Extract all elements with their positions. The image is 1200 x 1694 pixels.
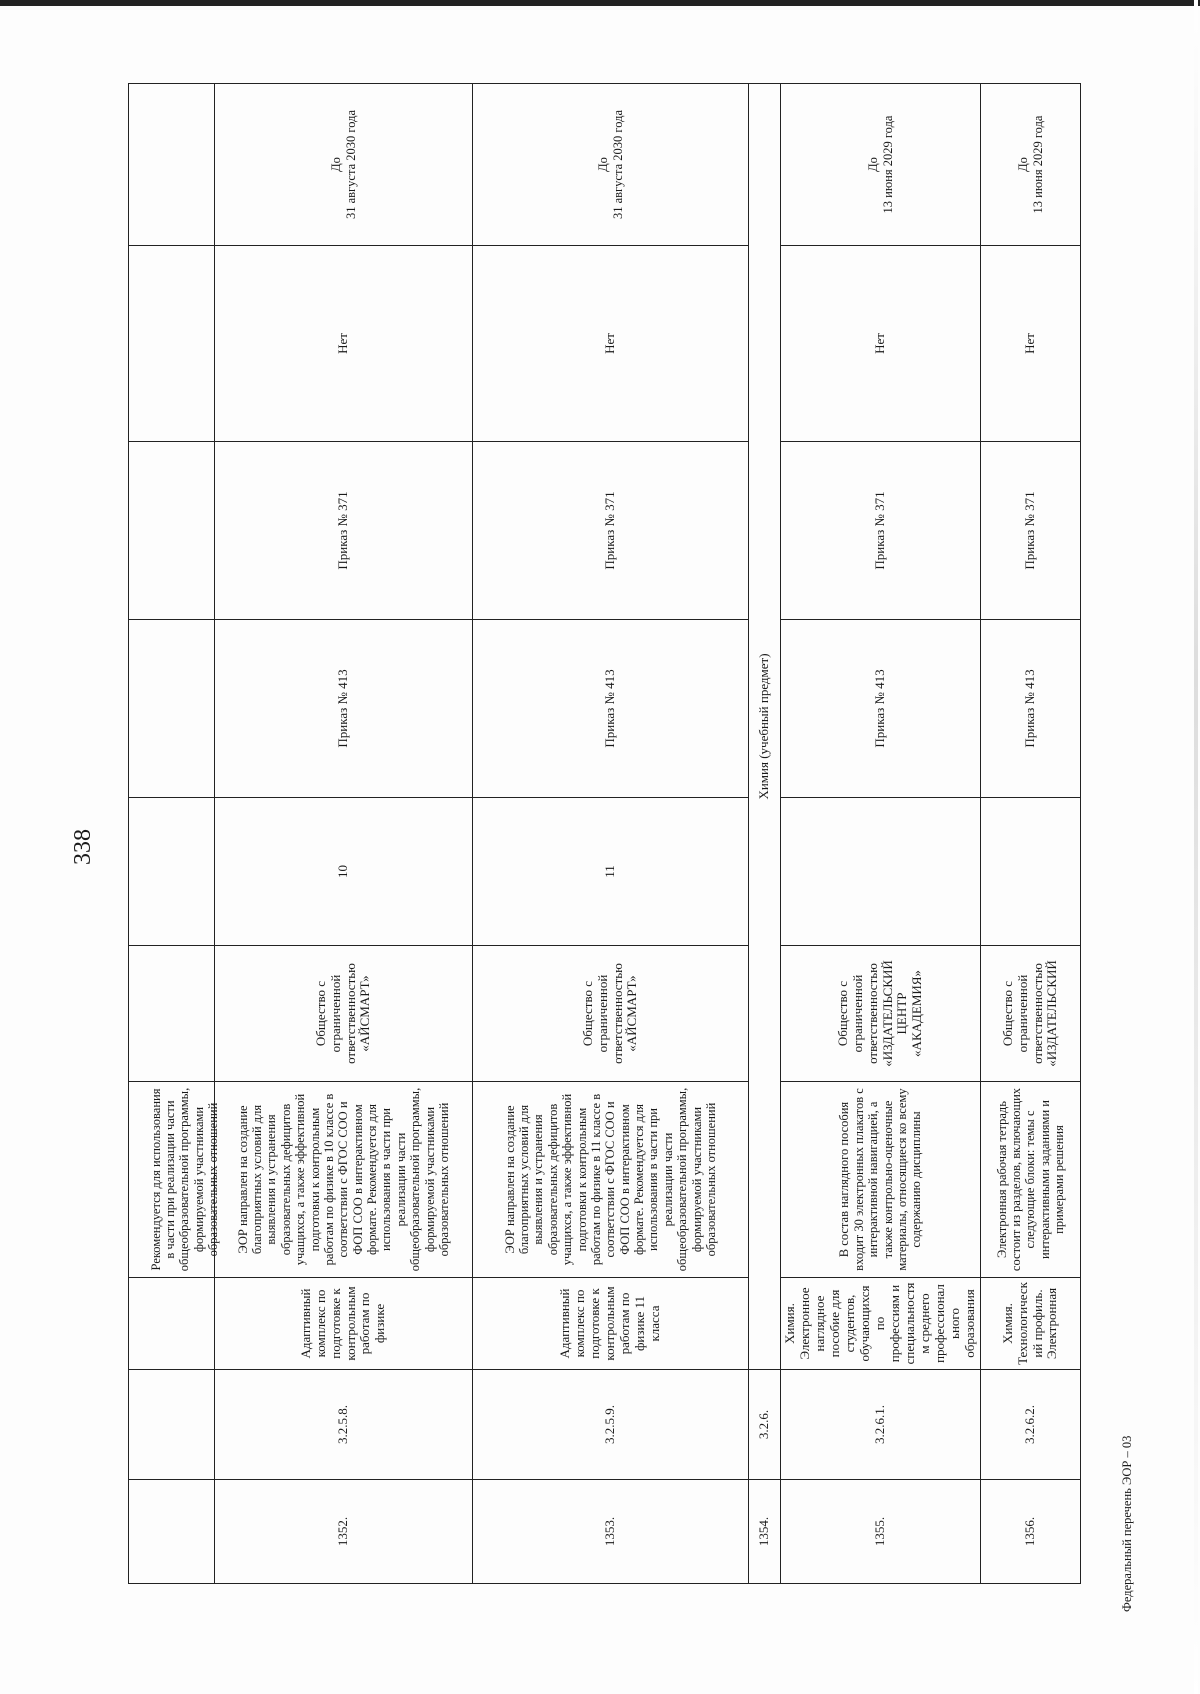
cell-order2: Приказ № 371 (781, 442, 981, 620)
date-value: 31 августа 2030 года (610, 109, 625, 220)
cell-restriction (129, 246, 215, 442)
cell-restriction: Нет (215, 246, 473, 442)
section-row (749, 84, 781, 1584)
cell-org: Общество с ограниченной ответственностью «АЙСМАРТ» (473, 946, 749, 1082)
cell-description: В состав наглядного пособия входит 30 электронных плакатов с интерактивной навигацией, а также контрольно-оценочные материалы, относящиеся ко всему содержанию дисциплины (781, 1082, 981, 1278)
cell-order1: Приказ № 413 (215, 620, 473, 798)
date-prefix: До (329, 157, 344, 172)
table-row (981, 84, 1081, 1584)
cell-description: ЭОР направлен на создание благоприятных условий для выявления и устранения образовательных дефицитов учащихся, а также эффективной подготовки к контрольным работам по физике в 11 классе в соответствии с ФГОС СОО и ФОП СОО в интерактивном формате. Рекомендуется для использования в части при реализации части общеобразовательной программы, формируемой участниками образовательных отношений (473, 1082, 749, 1278)
date-value: 31 августа 2030 года (343, 109, 358, 220)
cell-code: 3.2.6.1. (781, 1370, 981, 1480)
cell-order1: Приказ № 413 (781, 620, 981, 798)
date-prefix: До (866, 157, 881, 172)
footer-text: Федеральный перечень ЭОР – 03 (1120, 1435, 1134, 1612)
table-row (129, 84, 215, 1584)
cell-code: 3.2.5.9. (473, 1370, 749, 1480)
cell-description (129, 1082, 220, 1278)
cell-code: 3.2.6.2. (981, 1370, 1081, 1480)
cell-name: Химия. Электронное наглядное пособие для студентов, обучающихся по профессиям и специальностям среднего профессионального образования (781, 1278, 981, 1370)
date-value: 13 июня 2029 года (880, 115, 895, 214)
cell-order2: Приказ № 371 (473, 442, 749, 620)
table-row (215, 84, 473, 1584)
cell-grade (981, 798, 1081, 946)
date-prefix: До (1016, 157, 1031, 172)
cell-date (129, 84, 215, 246)
cell-org (981, 946, 1081, 1082)
cell-code (129, 1370, 215, 1480)
cell-num: 1354. (749, 1480, 781, 1584)
cell-num: 1352. (215, 1480, 473, 1584)
cell-num: 1356. (981, 1480, 1081, 1584)
date-value: 13 июня 2029 года (1030, 115, 1045, 214)
cell-name: Адаптивный комплекс по подготовке к контрольным работам по физике 11 класса (473, 1278, 749, 1370)
cell-num: 1355. (781, 1480, 981, 1584)
org-text: Общество с ограниченной ответственностью «ИЗДАТЕЛЬСКИЙ (999, 960, 1060, 1067)
cell-grade (129, 798, 215, 946)
name-text: Химия. Технологический профиль. Электронная (999, 1282, 1060, 1365)
continuation-text: Рекомендуется для использования в части при реализации части общеобразовательной программы, формируемой участниками образовательных отношений (148, 1087, 220, 1272)
cell-org (129, 946, 215, 1082)
cell-date (781, 84, 981, 246)
cell-description (981, 1082, 1081, 1278)
cell-num (129, 1480, 215, 1584)
table-row (473, 84, 749, 1584)
cell-code: 3.2.5.8. (215, 1370, 473, 1480)
cell-grade: 11 (473, 798, 749, 946)
date-prefix: До (596, 157, 611, 172)
description-text: Электронная рабочая тетрадь состоит из разделов, включающих следующие блоки: темы с интерактивными заданиями и примерами решения (994, 1087, 1067, 1272)
cell-org: Общество с ограниченной ответственностью «АЙСМАРТ» (215, 946, 473, 1082)
cell-order2: Приказ № 371 (981, 442, 1081, 620)
cell-restriction: Нет (781, 246, 981, 442)
cell-name (981, 1278, 1081, 1370)
cell-order1: Приказ № 413 (473, 620, 749, 798)
cell-order1 (129, 620, 215, 798)
section-title: Химия (учебный предмет) (749, 84, 781, 1370)
cell-name: Адаптивный комплекс по подготовке к контрольным работам по физике (215, 1278, 473, 1370)
table-row (781, 84, 981, 1584)
cell-date (215, 84, 473, 246)
cell-grade (781, 798, 981, 946)
cell-org: Общество с ограниченной ответственностью «ИЗДАТЕЛЬСКИЙ ЦЕНТР «АКАДЕМИЯ» (781, 946, 981, 1082)
cell-restriction: Нет (981, 246, 1081, 442)
eor-table (128, 83, 1081, 1584)
cell-restriction: Нет (473, 246, 749, 442)
cell-grade: 10 (215, 798, 473, 946)
cell-date (981, 84, 1081, 246)
cell-code: 3.2.6. (749, 1370, 781, 1480)
page-number: 338 (70, 829, 96, 865)
cell-name (129, 1278, 215, 1370)
cell-date (473, 84, 749, 246)
cell-num: 1353. (473, 1480, 749, 1584)
cell-order2: Приказ № 371 (215, 442, 473, 620)
cell-description: ЭОР направлен на создание благоприятных условий для выявления и устранения образовательных дефицитов учащихся, а также эффективной подготовки к контрольным работам по физике в 10 классе в соответствии с ФГОС СОО и ФОП СОО в интерактивном формате. Рекомендуется для использования в части при реализации части общеобразовательной программы, формируемой участниками образовательных отношений (215, 1082, 473, 1278)
cell-order2 (129, 442, 215, 620)
cell-order1: Приказ № 413 (981, 620, 1081, 798)
